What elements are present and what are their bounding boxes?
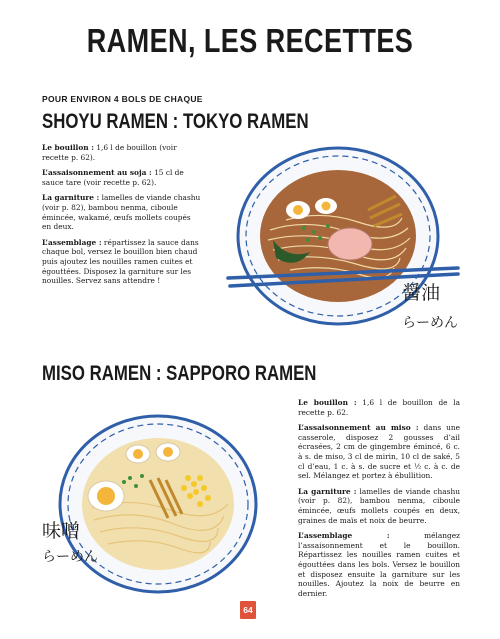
miso-heading: MISO RAMEN : SAPPORO RAMEN [42, 362, 317, 385]
kana-line: らーめん [402, 315, 458, 331]
label: La garniture : [42, 193, 100, 203]
text: 1,6 l de bouillon (voir recette p. 62). [42, 143, 177, 162]
miso-kana [42, 520, 98, 568]
egg-yolk [97, 487, 115, 505]
egg-yolk [322, 202, 331, 211]
text: dans une casserole, disposez 2 gousses d’ail écrasées, 2 cm de gingembre émincé, 6 c. à s. de miso, 3 cl de mirin, 10 cl de saké, 5 cl d’eau, 1 c. à s. de sucre et ½ c. à c. de sel. Mélangez et portez à ébullition. [298, 423, 460, 481]
intro-text: POUR ENVIRON 4 BOLS DE CHAQUE [42, 94, 203, 104]
miso-bowl-illustration [38, 408, 268, 598]
shoyu-recipe [42, 143, 202, 292]
kana-line: らーめん [42, 549, 98, 565]
text: 1,6 l de bouillon de la recette p. 62. [298, 398, 460, 417]
miso-bouillon [298, 398, 460, 417]
shoyu-heading: SHOYU RAMEN : TOKYO RAMEN [42, 110, 309, 133]
label: L’assemblage : [298, 531, 390, 541]
chashu-slice [328, 228, 372, 260]
shoyu-garniture [42, 193, 202, 231]
egg-yolk [293, 205, 303, 215]
shoyu-assemblage [42, 238, 202, 286]
miso-recipe [298, 398, 460, 604]
kana-line: 醤油 [402, 282, 441, 304]
label: Le bouillon : [298, 398, 357, 407]
page-title: RAMEN, LES RECETTES [86, 22, 414, 59]
text: mélangez l’assaisonnement et le bouillon. Répartissez les nouilles ramen cuites et égouttées dans les bols. Versez le bouillon et disposez ensuite la garniture sur les nouilles. Ajoutez la noix de beurre en dernier. [298, 531, 460, 598]
label: L’assaisonnement au miso : [298, 423, 419, 433]
label: L’assaisonnement au soja : [42, 168, 152, 178]
shoyu-bouillon [42, 143, 202, 162]
text: 15 cl de sauce tare (voir recette p. 62). [42, 168, 184, 187]
miso-assemblage [298, 531, 460, 598]
text: lamelles de viande chashu (voir p. 82), bambou nenma, ciboule émincée, œufs mollets coupés en deux, graines de maïs et noix de beurre. [298, 486, 460, 525]
miso-assaisonnement [298, 423, 460, 481]
egg-yolk [133, 449, 143, 459]
label: L’assemblage : [42, 237, 102, 247]
egg-yolk [163, 447, 173, 457]
miso-garniture [298, 487, 460, 525]
text: lamelles de viande chashu (voir p. 82), bambou nenma, ciboule émincée, wakamé, œufs mollets coupés en deux. [42, 193, 201, 232]
shoyu-assaisonnement [42, 168, 202, 187]
page-number: 64 [240, 601, 256, 619]
label: Le bouillon : [42, 143, 94, 152]
label: La garniture : [298, 486, 357, 496]
kana-line: 味噌 [42, 520, 81, 542]
shoyu-kana [402, 282, 458, 334]
text: répartissez la sauce dans chaque bol, versez le bouillon bien chaud puis ajoutez les nouilles ramen cuites et égouttées. Disposez la garniture sur les nouilles. Servez sans attendre ! [42, 237, 199, 286]
